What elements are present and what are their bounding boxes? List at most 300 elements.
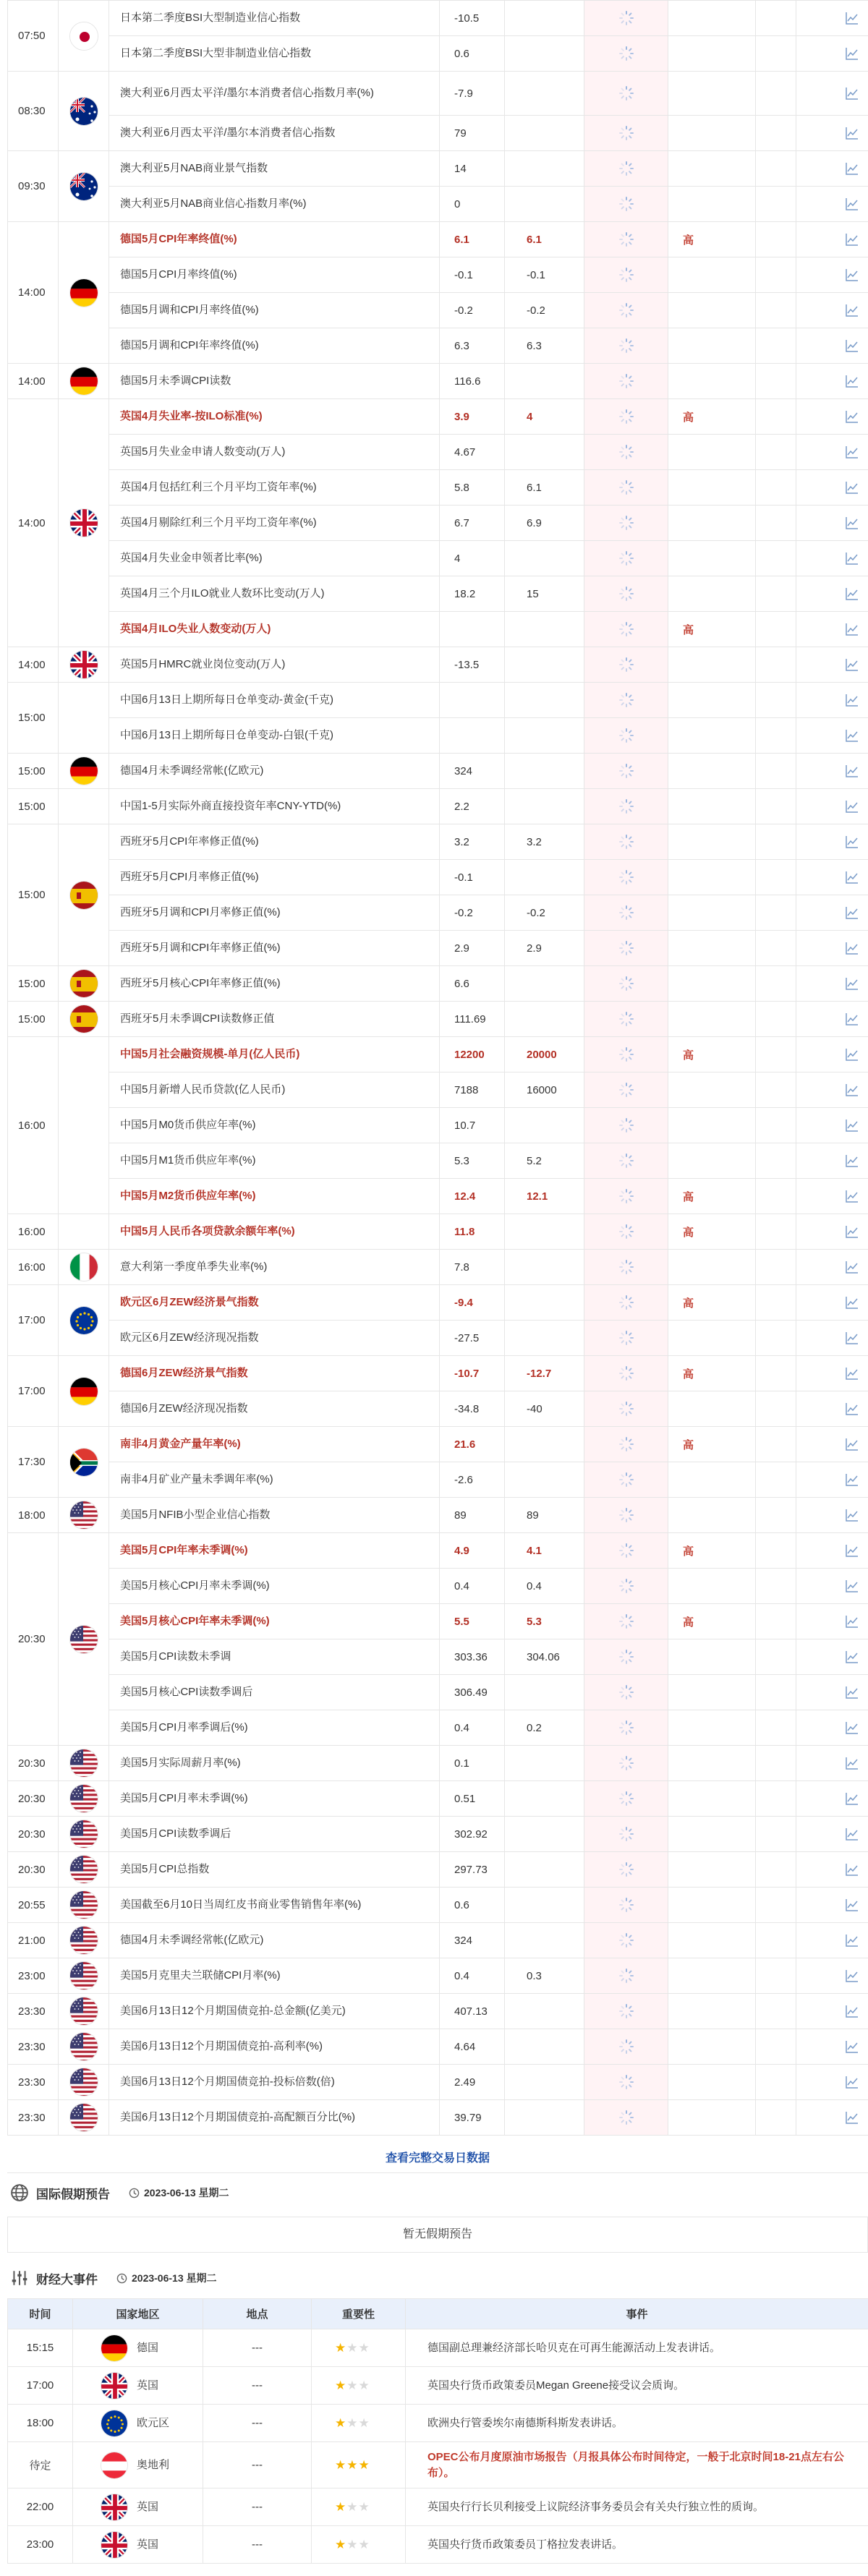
indicator-name[interactable] [109, 824, 440, 860]
event-time: 20:30 [8, 1852, 59, 1888]
indicator-name[interactable] [109, 754, 440, 789]
chart-icon[interactable] [845, 232, 859, 247]
country-flag [59, 754, 109, 789]
event-time: 待定 [8, 2442, 73, 2488]
chart-icon[interactable] [845, 480, 859, 495]
chart-cell [796, 1143, 868, 1179]
indicator-name[interactable] [109, 1923, 440, 1958]
indicator-name[interactable] [109, 1710, 440, 1746]
previous-value: -13.5 [440, 647, 505, 683]
event-time: 23:00 [8, 1958, 59, 1994]
chart-icon[interactable] [845, 941, 859, 955]
calendar-row [8, 966, 868, 1002]
indicator-name[interactable] [109, 470, 440, 506]
forecast-value [505, 541, 584, 576]
indicator-name[interactable] [109, 1604, 440, 1639]
actual-value [584, 1994, 668, 2029]
chart-icon[interactable] [845, 1579, 859, 1593]
star-icon: ★ [358, 2457, 370, 2472]
chart-icon[interactable] [845, 1224, 859, 1239]
australia-flag-icon [69, 172, 98, 201]
star-icon: ★ [358, 2378, 370, 2392]
forecast-value [505, 151, 584, 187]
chart-icon[interactable] [845, 11, 859, 25]
star-icon: ★ [335, 2340, 347, 2355]
chart-icon[interactable] [845, 657, 859, 672]
chart-icon[interactable] [845, 268, 859, 282]
indicator-name[interactable] [109, 895, 440, 931]
actual-value [584, 2100, 668, 2136]
chart-icon[interactable] [845, 1508, 859, 1522]
indicator-name[interactable] [109, 718, 440, 754]
indicator-name-text: 美国5月核心CPI月率未季调(%) [120, 1579, 270, 1592]
indicator-name[interactable] [109, 2065, 440, 2100]
previous-value: -27.5 [440, 1321, 505, 1356]
chart-icon[interactable] [845, 1295, 859, 1310]
indicator-name[interactable] [109, 364, 440, 399]
actual-value [584, 1143, 668, 1179]
indicator-name-text: 中国5月M2货币供应年率(%) [120, 1190, 256, 1202]
country-flag [59, 1214, 109, 1250]
previous-value: -0.2 [440, 293, 505, 328]
indicator-name[interactable] [109, 1391, 440, 1427]
star-icon: ★ [335, 2378, 347, 2392]
holiday-date [129, 2185, 229, 2200]
interpretation [756, 1002, 796, 1037]
indicator-name[interactable] [109, 2100, 440, 2136]
indicator-name[interactable] [109, 1356, 440, 1391]
importance [668, 1533, 756, 1569]
forecast-value: 6.3 [505, 328, 584, 364]
event-location: --- [203, 2367, 312, 2405]
indicator-name[interactable] [109, 1533, 440, 1569]
spinner-icon [618, 1188, 634, 1204]
actual-value [584, 222, 668, 257]
chart-icon[interactable] [845, 1118, 859, 1133]
col-region: 国家地区 [73, 2299, 203, 2329]
indicator-name-text: 美国5月NFIB小型企业信心指数 [120, 1509, 271, 1521]
chart-icon[interactable] [845, 1047, 859, 1062]
previous-value: 7.8 [440, 1250, 505, 1285]
uk-flag-icon [69, 650, 98, 679]
indicator-name[interactable] [109, 1321, 440, 1356]
indicator-name[interactable] [109, 1852, 440, 1888]
spinner-icon [618, 1826, 634, 1842]
event-region [73, 2329, 203, 2367]
chart-cell [796, 1675, 868, 1710]
interpretation [756, 931, 796, 966]
interpretation [756, 36, 796, 72]
spinner-icon [618, 1755, 634, 1771]
indicator-name-text: 中国5月新增人民币贷款(亿人民币) [120, 1083, 286, 1096]
indicator-name[interactable] [109, 435, 440, 470]
interpretation [756, 1179, 796, 1214]
indicator-name[interactable] [109, 683, 440, 718]
actual-value [584, 116, 668, 151]
indicator-name[interactable] [109, 1285, 440, 1321]
indicator-name[interactable] [109, 1462, 440, 1498]
usa-flag-icon [69, 2032, 98, 2061]
chart-cell [796, 1072, 868, 1108]
previous-value: 0.6 [440, 36, 505, 72]
germany-flag-icon [101, 2334, 128, 2362]
chart-icon[interactable] [845, 1969, 859, 1983]
chart-icon[interactable] [845, 1614, 859, 1629]
chart-icon[interactable] [845, 1543, 859, 1558]
previous-value: -34.8 [440, 1391, 505, 1427]
calendar-row [8, 718, 868, 754]
indicator-name[interactable] [109, 399, 440, 435]
chart-icon[interactable] [845, 622, 859, 636]
interpretation [756, 1852, 796, 1888]
interpretation [756, 435, 796, 470]
forecast-value: -0.2 [505, 293, 584, 328]
germany-flag-icon [69, 367, 98, 396]
indicator-name[interactable] [109, 2029, 440, 2065]
chart-cell [796, 399, 868, 435]
chart-icon[interactable] [845, 1402, 859, 1416]
actual-value [584, 1321, 668, 1356]
indicator-name[interactable] [109, 506, 440, 541]
forecast-value: 304.06 [505, 1639, 584, 1675]
previous-value [440, 612, 505, 647]
chart-icon[interactable] [845, 374, 859, 388]
interpretation [756, 895, 796, 931]
forecast-value [505, 1852, 584, 1888]
indicator-name[interactable] [109, 151, 440, 187]
event-time: 15:00 [8, 789, 59, 824]
chart-icon[interactable] [845, 1898, 859, 1912]
chart-icon[interactable] [845, 1472, 859, 1487]
country-flag [59, 1746, 109, 1781]
indicator-name[interactable] [109, 789, 440, 824]
usa-flag-icon [69, 1784, 98, 1813]
indicator-name[interactable] [109, 612, 440, 647]
chart-icon[interactable] [845, 338, 859, 353]
calendar-row [8, 1391, 868, 1427]
indicator-name[interactable] [109, 1214, 440, 1250]
spinner-icon [618, 1507, 634, 1523]
previous-value [440, 683, 505, 718]
chart-cell [796, 1533, 868, 1569]
forecast-value [505, 1250, 584, 1285]
event-time: 20:30 [8, 1533, 59, 1746]
chart-icon[interactable] [845, 197, 859, 211]
chart-cell [796, 364, 868, 399]
chart-icon[interactable] [845, 1153, 859, 1168]
indicator-name-text: 西班牙5月CPI年率修正值(%) [120, 835, 259, 848]
previous-value: 116.6 [440, 364, 505, 399]
chart-icon[interactable] [845, 1756, 859, 1770]
indicator-name-text: 欧元区6月ZEW经济现况指数 [120, 1331, 259, 1344]
actual-value [584, 72, 668, 116]
chart-icon[interactable] [845, 976, 859, 991]
chart-icon[interactable] [845, 516, 859, 530]
indicator-name[interactable] [109, 1639, 440, 1675]
chart-icon[interactable] [845, 1331, 859, 1345]
indicator-name[interactable] [109, 1037, 440, 1072]
chart-icon[interactable] [845, 2039, 859, 2054]
chart-icon[interactable] [845, 1685, 859, 1699]
importance [668, 754, 756, 789]
eurozone-flag-icon [69, 1306, 98, 1335]
interpretation [756, 1533, 796, 1569]
spinner-icon [618, 373, 634, 389]
chart-icon[interactable] [845, 126, 859, 140]
forecast-value [505, 612, 584, 647]
indicator-name[interactable] [109, 36, 440, 72]
south-africa-flag-icon [69, 1448, 98, 1477]
indicator-name[interactable] [109, 1994, 440, 2029]
chart-icon[interactable] [845, 764, 859, 778]
indicator-name-text: 美国5月CPI月率未季调(%) [120, 1792, 248, 1804]
actual-value [584, 1710, 668, 1746]
spinner-icon [618, 1259, 634, 1275]
interpretation [756, 1604, 796, 1639]
indicator-name-text: 德国6月ZEW经济现况指数 [120, 1402, 248, 1415]
chart-icon[interactable] [845, 445, 859, 459]
indicator-name[interactable] [109, 293, 440, 328]
chart-icon[interactable] [845, 2110, 859, 2125]
japan-flag-icon [69, 22, 98, 51]
chart-icon[interactable] [845, 409, 859, 424]
interpretation [756, 966, 796, 1002]
previous-value: 4.67 [440, 435, 505, 470]
interpretation [756, 1285, 796, 1321]
forecast-value: 6.9 [505, 506, 584, 541]
event-location: --- [203, 2442, 312, 2488]
chart-cell [796, 72, 868, 116]
chart-icon[interactable] [845, 161, 859, 176]
spinner-icon [618, 1082, 634, 1098]
importance [668, 683, 756, 718]
calendar-row [8, 506, 868, 541]
chart-cell [796, 1321, 868, 1356]
event-region-text: 欧元区 [137, 2416, 170, 2429]
chart-icon[interactable] [845, 799, 859, 814]
previous-value: -10.5 [440, 1, 505, 36]
forecast-value [505, 1, 584, 36]
importance [668, 399, 756, 435]
chart-cell [796, 789, 868, 824]
interpretation [756, 470, 796, 506]
chart-cell [796, 328, 868, 364]
calendar-row [8, 293, 868, 328]
chart-icon[interactable] [845, 2004, 859, 2018]
chart-cell [796, 1037, 868, 1072]
forecast-value: -12.7 [505, 1356, 584, 1391]
holiday-header [7, 2177, 868, 2209]
indicator-name[interactable] [109, 1179, 440, 1214]
indicator-name[interactable] [109, 647, 440, 683]
chart-cell [796, 1604, 868, 1639]
indicator-name[interactable] [109, 257, 440, 293]
chart-cell [796, 754, 868, 789]
forecast-value [505, 36, 584, 72]
chart-cell [796, 931, 868, 966]
calendar-row [8, 36, 868, 72]
interpretation [756, 2029, 796, 2065]
event-location: --- [203, 2526, 312, 2564]
indicator-name[interactable] [109, 1, 440, 36]
chart-icon[interactable] [845, 870, 859, 884]
spinner-icon [618, 1472, 634, 1488]
chart-icon[interactable] [845, 905, 859, 920]
calendar-row [8, 2100, 868, 2136]
chart-cell [796, 1639, 868, 1675]
importance [668, 2100, 756, 2136]
interpretation [756, 257, 796, 293]
indicator-name[interactable] [109, 1675, 440, 1710]
previous-value: 0.51 [440, 1781, 505, 1817]
event-importance [312, 2442, 406, 2488]
forecast-value [505, 364, 584, 399]
importance [668, 1356, 756, 1391]
country-flag [59, 1250, 109, 1285]
actual-value [584, 1817, 668, 1852]
chart-icon[interactable] [845, 835, 859, 849]
previous-value: 324 [440, 754, 505, 789]
importance [668, 1604, 756, 1639]
chart-icon[interactable] [845, 1650, 859, 1664]
spain-flag-icon [69, 969, 98, 998]
event-time: 15:00 [8, 754, 59, 789]
indicator-name[interactable] [109, 1072, 440, 1108]
calendar-row [8, 789, 868, 824]
indicator-name[interactable] [109, 860, 440, 895]
indicator-name[interactable] [109, 1427, 440, 1462]
indicator-name[interactable] [109, 116, 440, 151]
chart-icon[interactable] [845, 728, 859, 743]
holiday-title: 国际假期预告 [36, 2187, 110, 2201]
spinner-icon [618, 1365, 634, 1381]
actual-value [584, 1746, 668, 1781]
indicator-name[interactable] [109, 1143, 440, 1179]
indicator-name-text: 美国6月13日12个月期国债竞拍-投标倍数(倍) [120, 2076, 335, 2088]
interpretation [756, 1639, 796, 1675]
indicator-name-text: 德国5月调和CPI年率终值(%) [120, 339, 259, 351]
view-full-data-link[interactable]: 查看完整交易日数据 [7, 2144, 868, 2173]
event-region [73, 2405, 203, 2442]
chart-icon[interactable] [845, 1862, 859, 1877]
forecast-value [505, 1746, 584, 1781]
chart-icon[interactable] [845, 1260, 859, 1274]
chart-icon[interactable] [845, 1012, 859, 1026]
actual-value [584, 1179, 668, 1214]
actual-value [584, 293, 668, 328]
event-description: 英国央行货币政策委员Megan Greene接受议会质询。 [406, 2367, 868, 2405]
actual-value [584, 1852, 668, 1888]
chart-icon[interactable] [845, 1437, 859, 1451]
indicator-name-text: 德国5月CPI年率终值(%) [120, 233, 237, 245]
indicator-name[interactable] [109, 1498, 440, 1533]
chart-icon[interactable] [845, 86, 859, 101]
interpretation [756, 1427, 796, 1462]
chart-icon[interactable] [845, 1933, 859, 1948]
importance [668, 789, 756, 824]
indicator-name[interactable] [109, 328, 440, 364]
indicator-name[interactable] [109, 72, 440, 116]
chart-icon[interactable] [845, 1366, 859, 1381]
chart-icon[interactable] [845, 46, 859, 61]
actual-value [584, 1569, 668, 1604]
chart-cell [796, 1391, 868, 1427]
calendar-row [8, 1321, 868, 1356]
country-flag [59, 1958, 109, 1994]
previous-value: 79 [440, 116, 505, 151]
spinner-icon [618, 798, 634, 814]
importance [668, 36, 756, 72]
importance-text: 高 [683, 1226, 694, 1239]
calendar-row [8, 1604, 868, 1639]
actual-value [584, 1356, 668, 1391]
interpretation [756, 2065, 796, 2100]
chart-icon[interactable] [845, 1083, 859, 1097]
calendar-row [8, 1462, 868, 1498]
chart-icon[interactable] [845, 303, 859, 317]
indicator-name[interactable] [109, 1746, 440, 1781]
calendar-row [8, 1037, 868, 1072]
indicator-name[interactable] [109, 187, 440, 222]
actual-value [584, 1888, 668, 1923]
star-icon: ★ [335, 2537, 347, 2551]
spinner-icon [618, 1011, 634, 1027]
importance [668, 506, 756, 541]
country-flag [59, 1817, 109, 1852]
country-flag [59, 1923, 109, 1958]
chart-icon[interactable] [845, 1827, 859, 1841]
chart-icon[interactable] [845, 1189, 859, 1203]
spinner-icon [618, 444, 634, 460]
calendar-row [8, 116, 868, 151]
actual-value [584, 683, 668, 718]
actual-value [584, 789, 668, 824]
chart-icon[interactable] [845, 587, 859, 601]
spinner-icon [618, 1153, 634, 1169]
country-flag [59, 72, 109, 151]
interpretation [756, 718, 796, 754]
indicator-name-text: 南非4月矿业产量未季调年率(%) [120, 1473, 273, 1485]
chart-icon[interactable] [845, 1791, 859, 1806]
indicator-name[interactable] [109, 576, 440, 612]
spinner-icon [618, 85, 634, 101]
indicator-name[interactable] [109, 1958, 440, 1994]
indicator-name[interactable] [109, 222, 440, 257]
chart-cell [796, 257, 868, 293]
indicator-name[interactable] [109, 1888, 440, 1923]
actual-value [584, 364, 668, 399]
indicator-name[interactable] [109, 1002, 440, 1037]
indicator-name[interactable] [109, 1108, 440, 1143]
indicator-name[interactable] [109, 1817, 440, 1852]
chart-icon[interactable] [845, 551, 859, 566]
indicator-name[interactable] [109, 1250, 440, 1285]
chart-icon[interactable] [845, 2075, 859, 2089]
indicator-name-text: 英国4月失业率-按ILO标准(%) [120, 410, 263, 422]
indicator-name[interactable] [109, 1781, 440, 1817]
calendar-row [8, 1, 868, 36]
importance [668, 1321, 756, 1356]
indicator-name[interactable] [109, 931, 440, 966]
indicator-name[interactable] [109, 541, 440, 576]
interpretation [756, 789, 796, 824]
spinner-icon [618, 1543, 634, 1558]
importance [668, 1994, 756, 2029]
chart-icon[interactable] [845, 693, 859, 707]
chart-icon[interactable] [845, 1720, 859, 1735]
indicator-name[interactable] [109, 966, 440, 1002]
indicator-name[interactable] [109, 1569, 440, 1604]
